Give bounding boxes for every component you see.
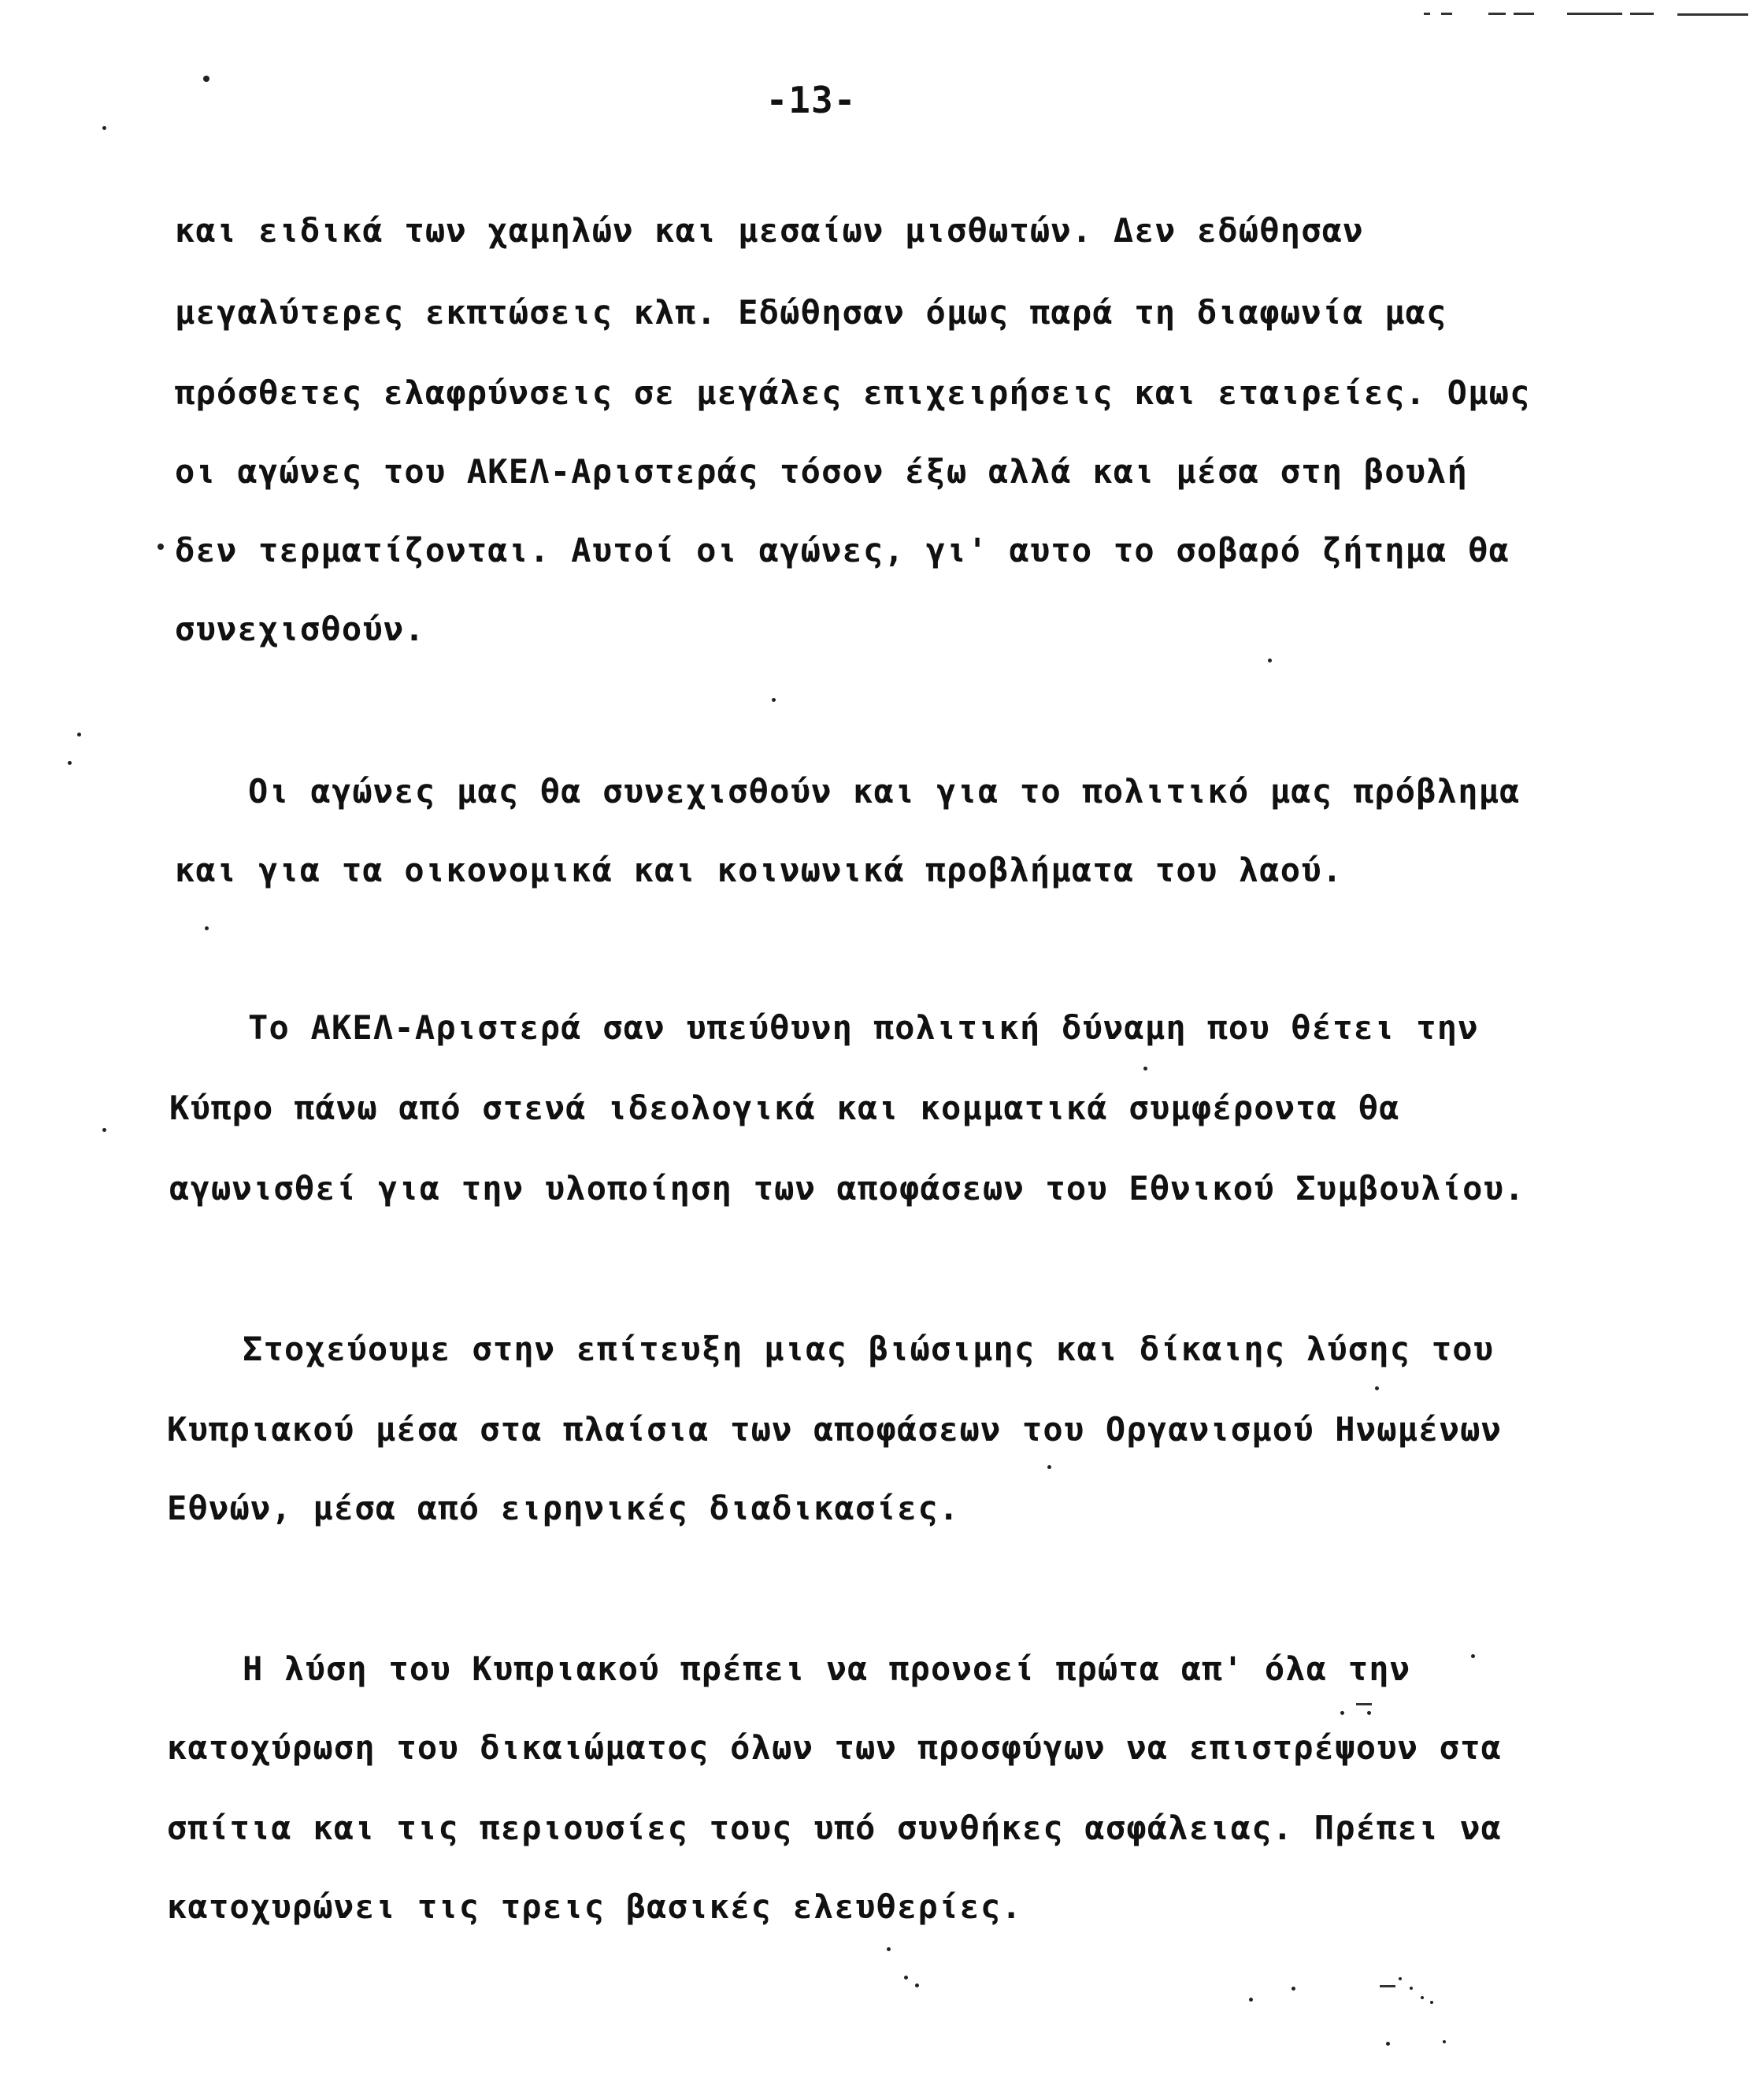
paragraph-3-line-2: Κύπρο πάνω από στενά ιδεολογικά και κομματικά συμφέροντα θα (169, 1089, 1400, 1127)
paragraph-1-line-4: οι αγώνες του ΑΚΕΛ-Αριστεράς τόσον έξω αλλά και μέσα στη βουλή (175, 452, 1469, 491)
paragraph-1-line-3: πρόσθετες ελαφρύνσεις σε μεγάλες επιχειρήσεις και εταιρείες. Ομως (175, 373, 1531, 412)
paragraph-5-line-4: κατοχυρώνει τις τρεις βασικές ελευθερίες. (167, 1887, 1022, 1926)
paragraph-4-line-3: Εθνών, μέσα από ειρηνικές διαδικασίες. (167, 1489, 960, 1527)
paragraph-1-line-2: μεγαλύτερες εκπτώσεις κλπ. Εδώθησαν όμως παρά τη διαφωνία μας (175, 293, 1447, 332)
paragraph-4-line-1: Στοχεύουμε στην επίτευξη μιας βιώσιμης και δίκαιης λύσης του (243, 1330, 1495, 1368)
paragraph-2-line-2: και για τα οικονομικά και κοινωνικά προβλήματα του λαού. (175, 851, 1343, 889)
paragraph-1-line-1: και ειδικά των χαμηλών και μεσαίων μισθωτών. Δεν εδώθησαν (175, 211, 1364, 250)
paragraph-2-line-1: Οι αγώνες μας θα συνεχισθούν και για το πολιτικό μας πρόβλημα (248, 772, 1521, 811)
paragraph-5-line-2: κατοχύρωση του δικαιώματος όλων των προσφύγων να επιστρέψουν στα (167, 1728, 1503, 1767)
page-number: -13- (765, 79, 857, 121)
paragraph-5-line-3: σπίτια και τις περιουσίες τους υπό συνθήκες ασφάλειας. Πρέπει να (167, 1809, 1503, 1847)
paragraph-4-line-2: Κυπριακού μέσα στα πλαίσια των αποφάσεων του Οργανισμού Ηνωμένων (167, 1410, 1503, 1449)
paragraph-3-line-1: Το ΑΚΕΛ-Αριστερά σαν υπεύθυνη πολιτική δύναμη που θέτει την (248, 1008, 1479, 1047)
paragraph-5-line-1: Η λύση του Κυπριακού πρέπει να προνοεί πρώτα απ' όλα την (243, 1649, 1411, 1688)
paragraph-1-line-6: συνεχισθούν. (175, 610, 425, 648)
paragraph-3-line-3: αγωνισθεί για την υλοποίηση των αποφάσεων του Εθνικού Συμβουλίου. (169, 1169, 1525, 1208)
paragraph-1-line-5: δεν τερματίζονται. Αυτοί οι αγώνες, γι' αυτο το σοβαρό ζήτημα θα (175, 531, 1510, 570)
